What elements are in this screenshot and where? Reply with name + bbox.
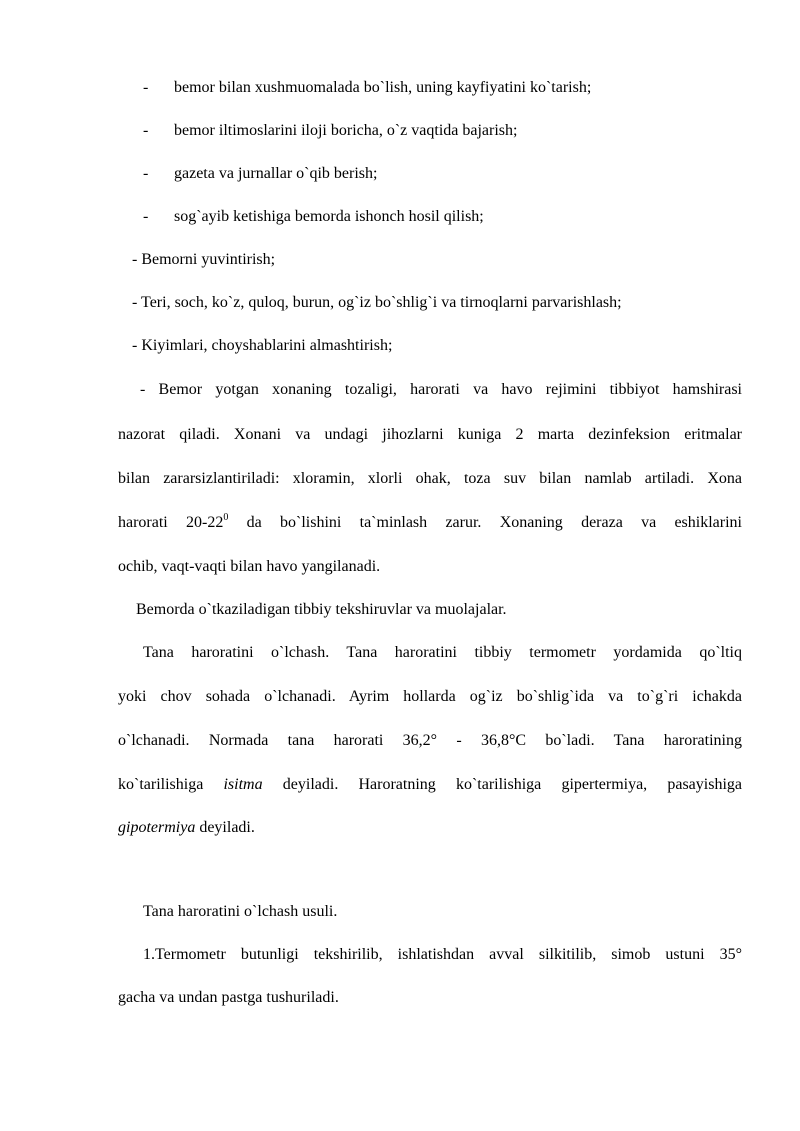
- section-heading: Bemorda o`tkaziladigan tibbiy tekshiruvlar va muolajalar.: [136, 601, 507, 618]
- paragraph-line: [118, 775, 742, 795]
- paragraph-line: ochib, vaqt-vaqti bilan havo yangilanadi.: [118, 558, 381, 575]
- paragraph-line: bilan zararsizlantiriladi: xloramin, xlorli ohak, toza suv bilan namlab artiladi. Xona: [118, 470, 742, 487]
- paragraph-line: Tana haroratini o`lchash. Tana haroratini tibbiy termometr yordamida qo`ltiq: [143, 644, 742, 661]
- paragraph-line: yoki chov sohada o`lchanadi. Ayrim hollarda og`iz bo`shlig`ida va to`g`ri ichakda: [118, 688, 742, 705]
- paragraph-line: [118, 513, 742, 533]
- italic-term: gipotermiya: [118, 819, 196, 836]
- text-run: ko`tarilishiga: [118, 776, 224, 793]
- paragraph-line: o`lchanadi. Normada tana harorati 36,2° - 36,8°C bo`ladi. Tana haroratining: [118, 732, 742, 749]
- paragraph-line: nazorat qiladi. Xonani va undagi jihozlarni kuniga 2 marta dezinfeksion eritmalar: [118, 426, 742, 443]
- list-item: - Kiyimlari, choyshablarini almashtirish;: [132, 337, 393, 354]
- section-heading: Tana haroratini o`lchash usuli.: [143, 903, 338, 920]
- text-run: da bo`lishini ta`minlash zarur. Xonaning deraza va eshiklarini: [228, 514, 742, 531]
- bullet-mark: -: [143, 165, 149, 182]
- paragraph-line: gacha va undan pastga tushuriladi.: [118, 989, 339, 1006]
- bullet-item: bemor iltimoslarini iloji boricha, o`z vaqtida bajarish;: [174, 122, 518, 139]
- bullet-mark: -: [143, 79, 149, 96]
- bullet-item: sog`ayib ketishiga bemorda ishonch hosil qilish;: [174, 208, 484, 225]
- text-run: deyiladi. Haroratning ko`tarilishiga gipertermiya, pasayishiga: [262, 776, 743, 793]
- bullet-mark: -: [143, 122, 149, 139]
- list-item: - Teri, soch, ko`z, quloq, burun, og`iz bo`shlig`i va tirnoqlarni parvarishlash;: [132, 294, 622, 311]
- bullet-item: gazeta va jurnallar o`qib berish;: [174, 165, 378, 182]
- bullet-mark: -: [143, 208, 149, 225]
- bullet-item: bemor bilan xushmuomalada bo`lish, uning kayfiyatini ko`tarish;: [174, 79, 592, 96]
- list-item: - Bemorni yuvintirish;: [132, 251, 276, 268]
- paragraph-line: 1.Termometr butunligi tekshirilib, ishlatishdan avval silkitilib, simob ustuni 35°: [143, 946, 742, 963]
- text-run: deyiladi.: [195, 819, 255, 836]
- text-run: harorati 20-22: [118, 514, 224, 531]
- paragraph-line: [118, 818, 255, 838]
- superscript-degree: 0: [223, 512, 229, 523]
- paragraph-line: - Bemor yotgan xonaning tozaligi, harorati va havo rejimini tibbiyot hamshirasi: [140, 381, 742, 398]
- italic-term: isitma: [223, 776, 263, 793]
